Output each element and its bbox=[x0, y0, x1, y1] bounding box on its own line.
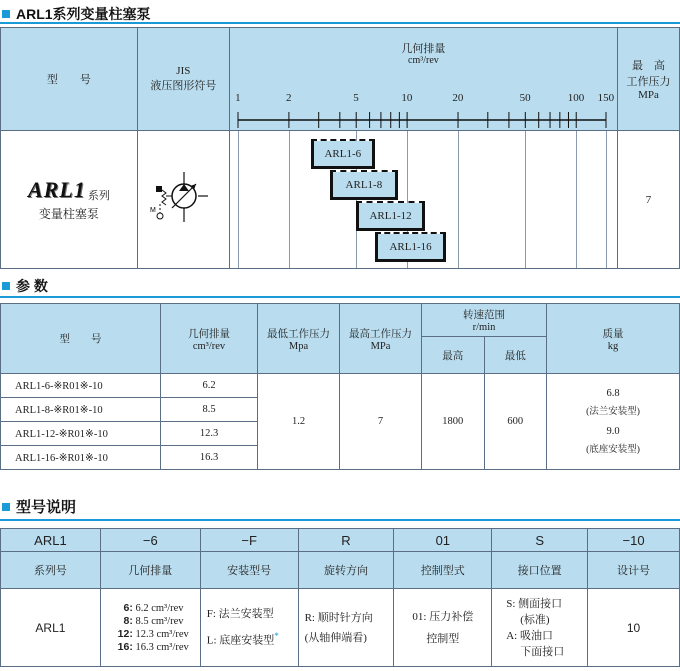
table-row-model: ARL1-6-※R01※-10 bbox=[1, 374, 161, 398]
port-options: S: 侧面接口 (标准) A: 吸油口 下面接口 bbox=[492, 589, 588, 667]
h-speed-max: 最高 bbox=[422, 337, 485, 374]
range-bar: ARL1-12 bbox=[356, 203, 422, 231]
grid-line bbox=[525, 131, 526, 268]
name-design: 设计号 bbox=[588, 552, 680, 589]
scale-labels bbox=[230, 92, 617, 106]
code-control: 01 bbox=[394, 529, 492, 552]
scale-tick-label: 100 bbox=[567, 92, 585, 104]
range-chart-cell bbox=[229, 131, 617, 269]
section-title-model-code: 型号说明 bbox=[0, 496, 76, 517]
table-row-disp: 12.3 bbox=[161, 422, 258, 446]
range-bar: ARL1-6 bbox=[311, 141, 372, 169]
name-series: 系列号 bbox=[1, 552, 101, 589]
speed-max-value: 1800 bbox=[422, 374, 485, 470]
table-row-disp: 16.3 bbox=[161, 446, 258, 470]
min-pressure-value: 1.2 bbox=[258, 374, 340, 470]
section-marker-icon bbox=[2, 282, 10, 290]
parameters-table bbox=[0, 303, 680, 470]
name-control: 控制型式 bbox=[394, 552, 492, 589]
arl1-logo: ARL1 bbox=[28, 177, 86, 202]
section-title-params: 参 数 bbox=[0, 276, 48, 296]
code-rotation: R bbox=[298, 529, 394, 552]
scale-tick-label: 20 bbox=[452, 92, 464, 104]
model-cell: ARL1 系列 变量柱塞泵 bbox=[1, 131, 138, 269]
table-row-model: ARL1-16-※R01※-10 bbox=[1, 446, 161, 470]
scale-tick-label: 1 bbox=[235, 92, 241, 104]
table-row-disp: 6.2 bbox=[161, 374, 258, 398]
code-disp: −6 bbox=[100, 529, 200, 552]
control-options: 01: 压力补偿 控制型 bbox=[394, 589, 492, 667]
section-marker-icon bbox=[2, 503, 10, 511]
scale-tick-label: 50 bbox=[519, 92, 531, 104]
rotation-options: R: 顺时针方向 (从轴伸端看) bbox=[298, 589, 394, 667]
section-divider bbox=[0, 519, 680, 521]
scale-tick-label: 2 bbox=[285, 92, 292, 104]
series-value: ARL1 bbox=[1, 589, 101, 667]
h-speed-min: 最低 bbox=[484, 337, 546, 374]
h-model: 型 号 bbox=[1, 304, 161, 374]
name-mount: 安装型号 bbox=[200, 552, 298, 589]
col-displacement-header: 几何排量 cm³/rev 1 2 5 10 20 50 100 150 bbox=[229, 28, 617, 131]
h-displacement: 几何排量 cm³/rev bbox=[161, 304, 258, 374]
scale-tick-label: 10 bbox=[401, 92, 413, 104]
grid-line bbox=[576, 131, 577, 268]
range-bars bbox=[230, 131, 617, 268]
speed-min-value: 600 bbox=[484, 374, 546, 470]
code-mount: −F bbox=[200, 529, 298, 552]
name-rotation: 旋转方向 bbox=[298, 552, 394, 589]
col-max-pressure-header: 最 高 工作压力 MPa bbox=[618, 28, 680, 131]
max-pressure-value: 7 bbox=[618, 131, 680, 269]
grid-line bbox=[606, 131, 607, 268]
hydraulic-symbol-cell bbox=[137, 131, 229, 269]
code-port: S bbox=[492, 529, 588, 552]
code-design: −10 bbox=[588, 529, 680, 552]
table-row-model: ARL1-12-※R01※-10 bbox=[1, 422, 161, 446]
pump-symbol-icon bbox=[148, 168, 218, 228]
h-speed: 转速范围 r/min bbox=[422, 304, 547, 337]
code-series: ARL1 bbox=[1, 529, 101, 552]
section-divider bbox=[0, 22, 680, 24]
disp-options: 6: 6.2 cm³/rev 8: 8.5 cm³/rev 12: 12.3 cm³/rev 16: 16.3 cm³/rev bbox=[100, 589, 200, 667]
scale-tick-label: 5 bbox=[353, 92, 359, 104]
section-marker-icon bbox=[2, 10, 10, 18]
section-title-arl1: ARL1系列变量柱塞泵 bbox=[0, 4, 151, 24]
svg-text:M: M bbox=[150, 207, 157, 214]
scale-tick-label: 150 bbox=[597, 92, 615, 104]
model-code-table bbox=[0, 528, 680, 667]
grid-line bbox=[289, 131, 290, 268]
table-row-model: ARL1-8-※R01※-10 bbox=[1, 398, 161, 422]
design-value: 10 bbox=[588, 589, 680, 667]
grid-line bbox=[238, 131, 239, 268]
grid-line bbox=[458, 131, 459, 268]
section-divider bbox=[0, 296, 680, 298]
h-mass: 质量 kg bbox=[547, 304, 680, 374]
series-table bbox=[0, 27, 680, 269]
mass-value: 6.8 (法兰安装型) 9.0 (底座安装型) bbox=[547, 374, 680, 470]
col-model-header: 型 号 bbox=[1, 28, 138, 131]
mount-options: F: 法兰安装型 L: 底座安装型* bbox=[200, 589, 298, 667]
h-max-pressure: 最高工作压力 MPa bbox=[340, 304, 422, 374]
name-disp: 几何排量 bbox=[100, 552, 200, 589]
table-row-disp: 8.5 bbox=[161, 398, 258, 422]
range-bar: ARL1-16 bbox=[375, 234, 443, 262]
name-port: 接口位置 bbox=[492, 552, 588, 589]
range-bar: ARL1-8 bbox=[330, 172, 395, 200]
h-min-pressure: 最低工作压力 Mpa bbox=[258, 304, 340, 374]
log-scale bbox=[230, 108, 619, 130]
col-jis-header: JIS 液压图形符号 bbox=[137, 28, 229, 131]
max-pressure-value: 7 bbox=[340, 374, 422, 470]
